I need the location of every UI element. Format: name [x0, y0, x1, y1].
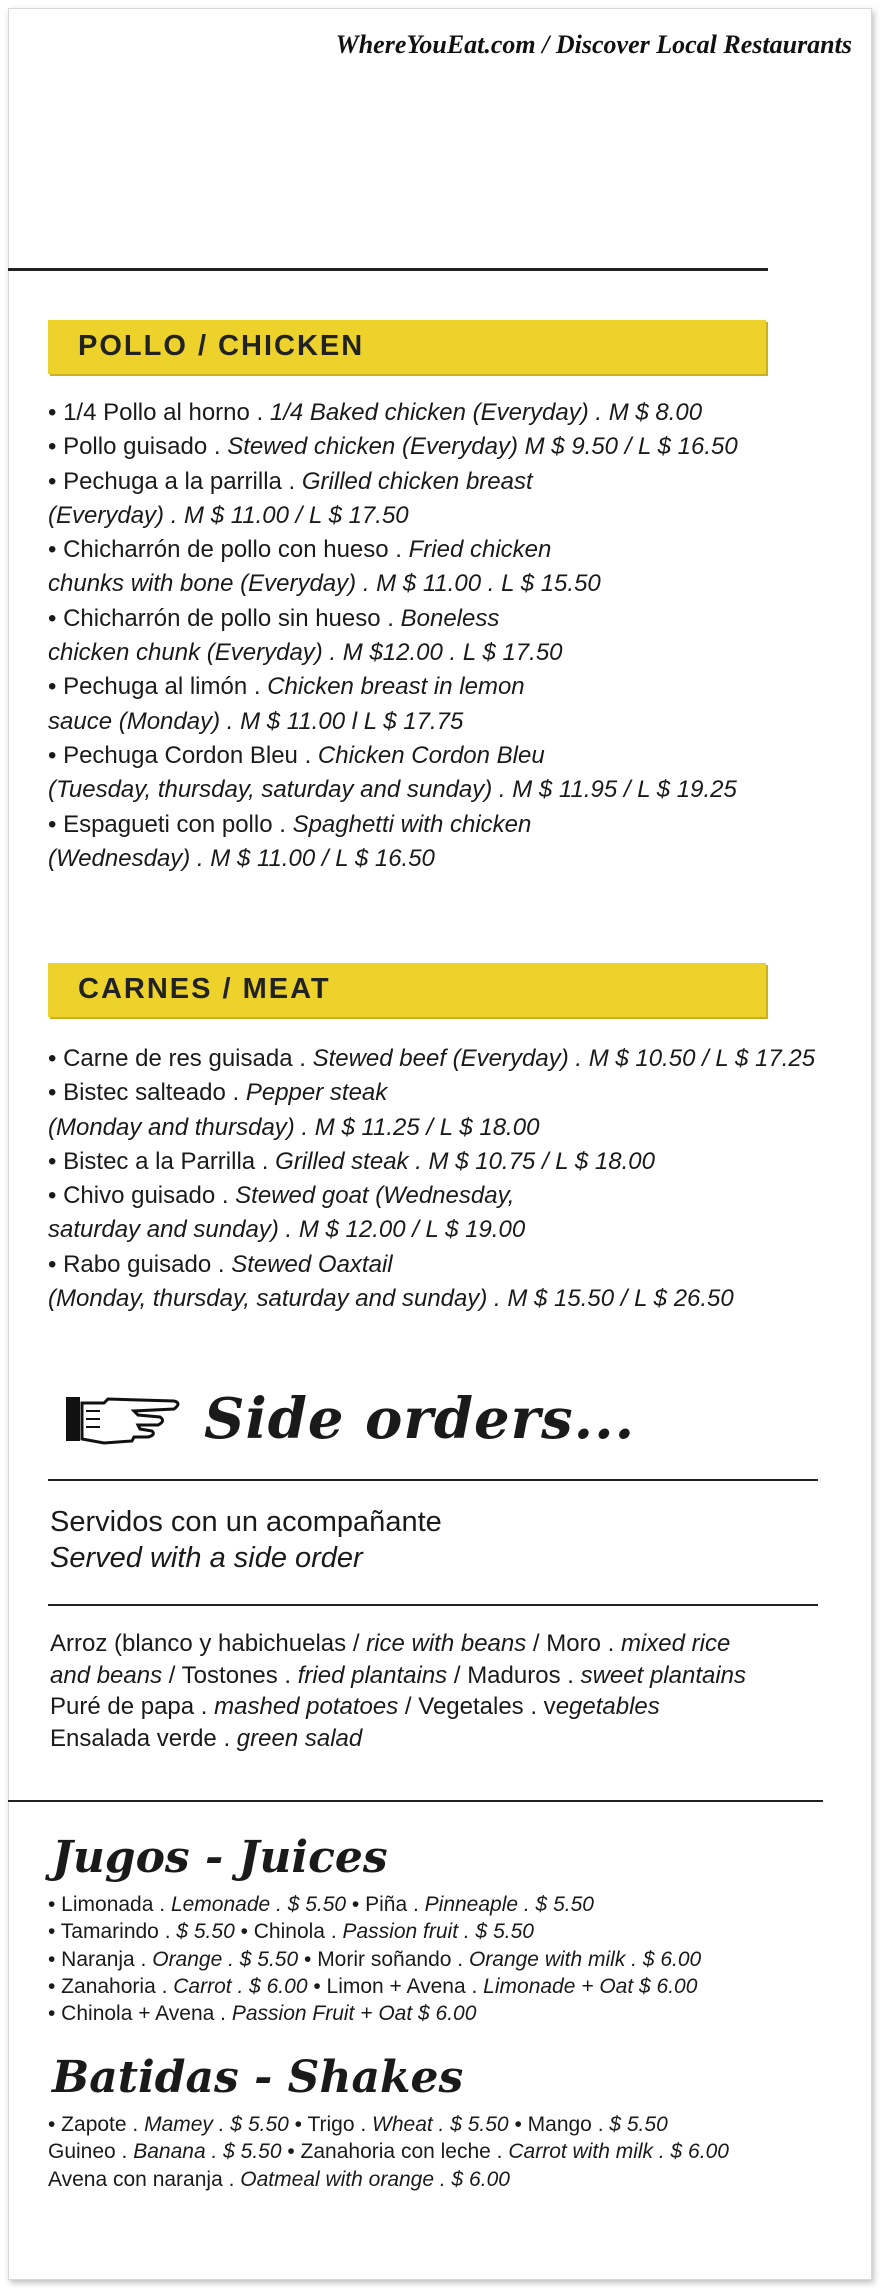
- menu-line: [48, 396, 838, 430]
- menu-line: [48, 842, 838, 876]
- menu-line: [48, 1042, 838, 1076]
- spanish-text: / Maduros .: [447, 1661, 581, 1689]
- menu-line: [50, 1723, 840, 1755]
- english-text: chicken chunk (Everyday) . M $12.00 . L $ 17.50: [48, 639, 563, 667]
- site-header: WhereYouEat.com / Discover Local Restaurants: [335, 30, 852, 59]
- spanish-text: • Limon + Avena .: [307, 1974, 484, 1998]
- spanish-text: • Mango .: [508, 2113, 610, 2136]
- menu-line: [48, 2000, 848, 2027]
- menu-line: [50, 1628, 840, 1660]
- served-note: [50, 1504, 442, 1576]
- english-text: Wheat . $ 5.50: [372, 2113, 509, 2136]
- english-text: Boneless: [400, 604, 500, 632]
- english-text: (Wednesday) . M $ 11.00 / L $ 16.50: [48, 844, 435, 872]
- served-note-es: Servidos con un acompañante: [50, 1506, 442, 1538]
- spanish-text: • Morir soñando .: [298, 1947, 469, 1971]
- spanish-text: / Vegetales . v: [398, 1693, 556, 1720]
- english-text: (Monday, thursday, saturday and sunday) . M $ 15.50 / L $ 26.50: [48, 1285, 734, 1313]
- english-text: Spaghetti with chicken: [292, 810, 532, 838]
- side-orders-divider-top: [48, 1479, 818, 1481]
- spanish-text: • Pechuga a la parrilla .: [48, 467, 302, 495]
- menu-line: [48, 1076, 838, 1110]
- english-text: Chicken Cordon Bleu: [317, 741, 545, 769]
- english-text: mashed potatoes: [214, 1693, 399, 1720]
- chicken-section-title: POLLO / CHICKEN: [78, 330, 365, 362]
- english-text: Carrot . $ 6.00: [173, 1974, 308, 1998]
- spanish-text: • Pechuga al limón .: [48, 673, 268, 701]
- english-text: saturday and sunday) . M $ 12.00 / L $ 19.00: [48, 1216, 526, 1244]
- menu-line: [50, 1691, 840, 1723]
- spanish-text: / Tostones .: [162, 1661, 298, 1689]
- menu-line: [48, 465, 838, 499]
- spanish-text: • Chinola .: [234, 1920, 343, 1944]
- spanish-text: / Moro .: [526, 1630, 621, 1657]
- menu-line: [50, 1660, 840, 1692]
- menu-line: [48, 1248, 838, 1282]
- english-text: Stewed Oaxtail: [231, 1250, 393, 1278]
- english-text: Lemonade . $ 5.50: [170, 1893, 347, 1916]
- menu-line: [48, 1891, 848, 1918]
- menu-line: [48, 499, 838, 533]
- menu-line: [48, 636, 838, 670]
- spanish-text: Ensalada verde .: [50, 1724, 237, 1752]
- english-text: sauce (Monday) . M $ 11.00 l L $ 17.75: [48, 707, 464, 735]
- chicken-items: [48, 396, 838, 876]
- menu-line: [48, 1973, 848, 2000]
- english-text: 1/4 Baked chicken (Everyday) . M $ 8.00: [269, 399, 703, 426]
- chicken-section-band: [48, 320, 766, 374]
- english-text: Stewed chicken (Everyday) M $ 9.50 / L $ 16.50: [227, 433, 738, 461]
- english-text: $ 5.50: [176, 1920, 235, 1944]
- shakes-list: [48, 2111, 848, 2193]
- english-text: Stewed beef (Everyday) . M $ 10.50 / L $ 17.25: [312, 1045, 816, 1072]
- english-text: Fried chicken: [408, 536, 552, 564]
- english-text: Stewed goat (Wednesday,: [235, 1182, 515, 1210]
- menu-line: [48, 773, 838, 807]
- english-text: Limonade + Oat $ 6.00: [483, 1974, 698, 1998]
- menu-line: [48, 533, 838, 567]
- english-text: (Everyday) . M $ 11.00 / L $ 17.50: [48, 501, 409, 529]
- menu-line: [48, 1145, 838, 1179]
- spanish-text: • Chivo guisado .: [48, 1182, 236, 1210]
- spanish-text: • Chicharrón de pollo sin hueso .: [48, 604, 401, 632]
- spanish-text: • Pechuga Cordon Bleu .: [48, 741, 318, 769]
- spanish-text: Guineo .: [48, 2140, 134, 2164]
- spanish-text: • Bistec salteado .: [48, 1079, 246, 1107]
- english-text: Mamey . $ 5.50: [144, 2113, 289, 2136]
- side-orders-list: [50, 1628, 840, 1754]
- spanish-text: • Zapote .: [48, 2113, 145, 2136]
- english-text: Passion fruit . $ 5.50: [342, 1920, 534, 1944]
- pointing-hand-icon: [64, 1389, 184, 1449]
- english-text: (Monday and thursday) . M $ 11.25 / L $ 18.00: [48, 1113, 540, 1141]
- english-text: and beans: [50, 1661, 163, 1689]
- english-text: chunks with bone (Everyday) . M $ 11.00 . L $ 15.50: [48, 570, 601, 598]
- menu-line: [48, 1282, 838, 1316]
- spanish-text: • Trigo .: [288, 2113, 373, 2136]
- spanish-text: • Piña .: [346, 1893, 425, 1916]
- meat-section-title: CARNES / MEAT: [78, 973, 331, 1005]
- spanish-text: Arroz (blanco y habichuelas /: [50, 1630, 367, 1657]
- spanish-text: • Zanahoria con leche .: [281, 2140, 509, 2164]
- spanish-text: Avena con naranja .: [48, 2167, 241, 2191]
- menu-line: [48, 670, 838, 704]
- menu-line: [48, 808, 838, 842]
- side-orders-divider-mid: [48, 1604, 818, 1606]
- meat-section-band: [48, 963, 766, 1017]
- english-text: rice with beans: [366, 1630, 527, 1657]
- menu-line: [48, 2111, 848, 2138]
- english-text: Banana . $ 5.50: [133, 2140, 282, 2164]
- english-text: Pepper steak: [245, 1079, 388, 1107]
- english-text: Orange . $ 5.50: [152, 1947, 299, 1971]
- english-text: egetables: [555, 1693, 660, 1720]
- menu-line: [48, 1918, 848, 1945]
- spanish-text: • Bistec a la Parrilla .: [48, 1147, 276, 1175]
- menu-line: [48, 430, 838, 464]
- spanish-text: • Limonada .: [48, 1893, 171, 1916]
- english-text: (Tuesday, thursday, saturday and sunday) . M $ 11.95 / L $ 19.25: [48, 776, 737, 804]
- english-text: sweet plantains: [580, 1661, 747, 1689]
- side-orders-title: Side orders...: [204, 1386, 636, 1452]
- spanish-text: • Pollo guisado .: [48, 433, 228, 461]
- english-text: Oatmeal with orange . $ 6.00: [240, 2167, 510, 2191]
- spanish-text: • Carne de res guisada .: [48, 1045, 313, 1072]
- menu-line: [48, 1946, 848, 1973]
- menu-line: [48, 739, 838, 773]
- spanish-text: • Chicharrón de pollo con hueso .: [48, 536, 409, 564]
- menu-line: [48, 1111, 838, 1145]
- shakes-title: Batidas - Shakes: [52, 2052, 464, 2103]
- meat-items: [48, 1042, 838, 1316]
- english-text: green salad: [236, 1724, 363, 1752]
- menu-line: [48, 2166, 848, 2193]
- menu-line: [48, 602, 838, 636]
- spanish-text: • Tamarindo .: [48, 1920, 177, 1944]
- menu-line: [48, 2138, 848, 2165]
- english-text: Pinneaple . $ 5.50: [424, 1893, 594, 1916]
- menu-line: [48, 567, 838, 601]
- top-divider: [8, 268, 768, 271]
- english-text: Grilled chicken breast: [301, 467, 533, 495]
- spanish-text: Puré de papa .: [50, 1693, 215, 1720]
- english-text: Carrot with milk . $ 6.00: [508, 2140, 729, 2164]
- menu-line: [48, 1179, 838, 1213]
- english-text: Chicken breast in lemon: [267, 673, 525, 701]
- english-text: Grilled steak . M $ 10.75 / L $ 18.00: [275, 1147, 655, 1175]
- menu-line: [48, 705, 838, 739]
- side-orders-header: [64, 1386, 635, 1452]
- english-text: Passion Fruit + Oat $ 6.00: [231, 2002, 477, 2026]
- english-text: mixed rice: [620, 1630, 731, 1657]
- side-orders-divider-bottom: [8, 1800, 823, 1802]
- english-text: fried plantains: [297, 1661, 448, 1689]
- spanish-text: • Espagueti con pollo .: [48, 810, 293, 838]
- english-text: $ 5.50: [609, 2113, 668, 2136]
- juices-title: Jugos - Juices: [52, 1832, 388, 1883]
- menu-line: [48, 1213, 838, 1247]
- spanish-text: • Chinola + Avena .: [48, 2002, 232, 2026]
- spanish-text: • 1/4 Pollo al horno .: [48, 399, 270, 426]
- spanish-text: • Zanahoria .: [48, 1974, 174, 1998]
- spanish-text: • Rabo guisado .: [48, 1250, 232, 1278]
- english-text: Orange with milk . $ 6.00: [468, 1947, 702, 1971]
- spanish-text: • Naranja .: [48, 1947, 153, 1971]
- juices-list: [48, 1891, 848, 2027]
- served-note-en: Served with a side order: [50, 1542, 363, 1574]
